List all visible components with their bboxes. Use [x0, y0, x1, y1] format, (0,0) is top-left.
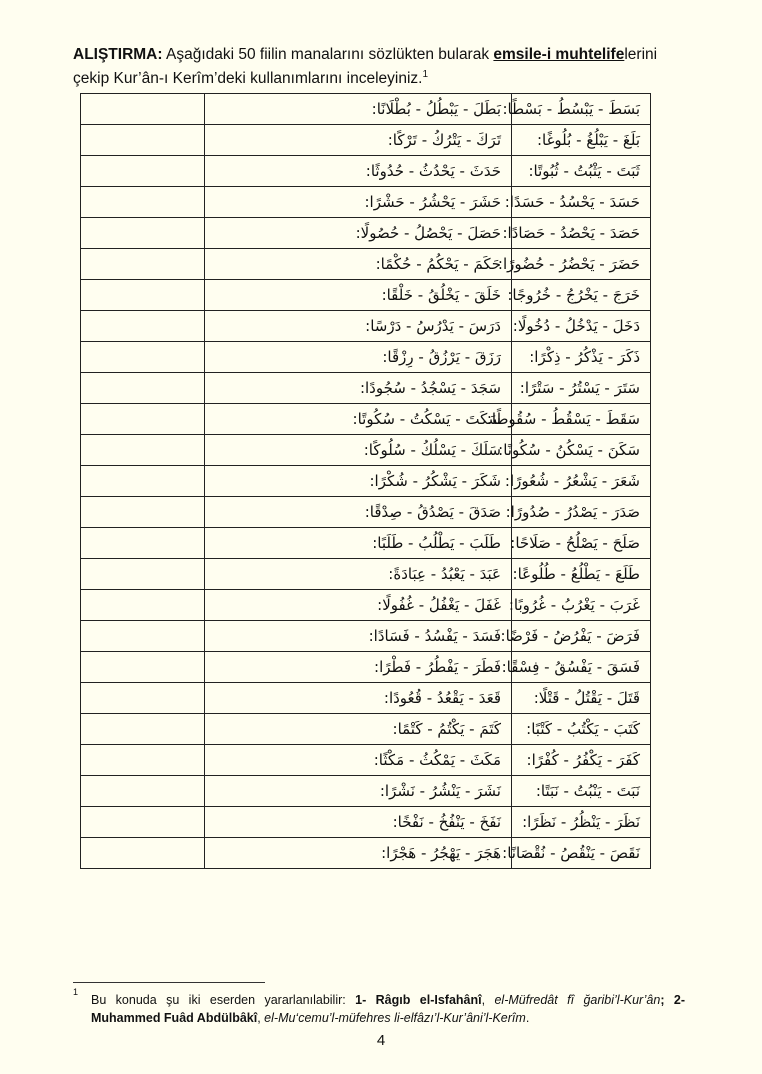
- empty-cell: [81, 497, 205, 528]
- table-row: [81, 559, 651, 590]
- ref2-author: Muhammed Fuâd Abdülbâkî: [91, 1011, 258, 1025]
- table-row: [81, 280, 651, 311]
- verb-table: [80, 93, 651, 869]
- verb-cell-middle: فَسَدَ - يَفْسُدُ - فَسَادًا:: [205, 621, 512, 652]
- table-row: [81, 311, 651, 342]
- verb-cell-right: حَسَدَ - يَحْسُدُ - حَسَدًا:: [512, 187, 651, 218]
- verb-cell-right: بَسَطَ - يَبْسُطُ - بَسْطًا:: [512, 94, 651, 125]
- verb-cell-right: نَظَرَ - يَنْظُرُ - نَظَرًا:: [512, 807, 651, 838]
- table-row: [81, 342, 651, 373]
- table-row: [81, 807, 651, 838]
- verb-cell-middle: نَفَخَ - يَنْفُخُ - نَفْخًا:: [205, 807, 512, 838]
- footnote-ref: 1: [422, 69, 429, 80]
- table-row: [81, 466, 651, 497]
- verb-cell-right: غَرَبَ - يَغْرُبُ - غُرُوبًا:: [512, 590, 651, 621]
- verb-cell-middle: رَزَقَ - يَرْزُقُ - رِزْقًا:: [205, 342, 512, 373]
- verb-cell-right: دَخَلَ - يَدْخُلُ - دُخُولًا:: [512, 311, 651, 342]
- verb-cell-middle: مَكَثَ - يَمْكُثُ - مَكْثًا:: [205, 745, 512, 776]
- table-row: [81, 683, 651, 714]
- empty-cell: [81, 745, 205, 776]
- empty-cell: [81, 807, 205, 838]
- verb-cell-right: سَتَرَ - يَسْتُرُ - سَتْرًا:: [512, 373, 651, 404]
- ref2-separator: ,: [257, 1011, 265, 1025]
- table-row: [81, 497, 651, 528]
- instruction-text-2: lerini çekip Kur’ân-ı Kerîm’deki kullanımlarını inceleyiniz.: [73, 46, 658, 88]
- table-row: [81, 745, 651, 776]
- verb-cell-right: سَكَنَ - يَسْكُنُ - سُكُونًا:: [512, 435, 651, 466]
- ref1-title: el-Müfredât fî ğaribi’l-Kur’ân: [494, 993, 661, 1007]
- verb-table-body: [81, 94, 651, 869]
- ref2-title: el-Mu‘cemu’l-müfehres li-elfâzı’l-Kur’âni’l-Kerîm: [264, 1011, 526, 1025]
- verb-cell-middle: قَعَدَ - يَقْعُدُ - قُعُودًا:: [205, 683, 512, 714]
- empty-cell: [81, 249, 205, 280]
- footnote-number: 1: [73, 987, 79, 997]
- page-number: 4: [376, 1032, 386, 1049]
- verb-cell-right: شَعَرَ - يَشْعُرُ - شُعُورًا:: [512, 466, 651, 497]
- verb-cell-right: كَتَبَ - يَكْتُبُ - كَتْبًا:: [512, 714, 651, 745]
- empty-cell: [81, 187, 205, 218]
- empty-cell: [81, 652, 205, 683]
- verb-cell-middle: فَطَرَ - يَفْطُرُ - فَطْرًا:: [205, 652, 512, 683]
- verb-cell-right: حَضَرَ - يَحْضُرُ - حُضُورًا:: [512, 249, 651, 280]
- empty-cell: [81, 125, 205, 156]
- verb-cell-middle: تَرَكَ - يَتْرُكُ - تَرْكًا:: [205, 125, 512, 156]
- empty-cell: [81, 280, 205, 311]
- empty-cell: [81, 342, 205, 373]
- exercise-heading: [73, 45, 693, 89]
- empty-cell: [81, 373, 205, 404]
- verb-cell-right: نَقَصَ - يَنْقُصُ - نُقْصَانًا:: [512, 838, 651, 869]
- footnote-end: .: [525, 1011, 530, 1025]
- verb-cell-middle: طَلَبَ - يَطْلُبُ - طَلَبًا:: [205, 528, 512, 559]
- instruction-text-1: Aşağıdaki 50 fiilin manalarını sözlükten bularak: [162, 46, 494, 63]
- verb-cell-middle: حَدَثَ - يَحْدُثُ - حُدُوثًا:: [205, 156, 512, 187]
- verb-cell-right: صَدَرَ - يَصْدُرُ - صُدُورًا:: [512, 497, 651, 528]
- verb-cell-middle: بَطَلَ - يَبْطُلُ - بُطْلَانًا:: [205, 94, 512, 125]
- empty-cell: [81, 683, 205, 714]
- table-row: [81, 838, 651, 869]
- verb-cell-right: حَصَدَ - يَحْصُدُ - حَصَادًا:: [512, 218, 651, 249]
- table-row: [81, 652, 651, 683]
- empty-cell: [81, 590, 205, 621]
- verb-cell-right: فَرَضَ - يَفْرُضُ - فَرْضًا:: [512, 621, 651, 652]
- verb-cell-right: فَسَقَ - يَفْسُقُ - فِسْقًا:: [512, 652, 651, 683]
- verb-cell-middle: شَكَرَ - يَشْكُرُ - شُكْرًا:: [205, 466, 512, 497]
- verb-cell-middle: حَشَرَ - يَحْشُرُ - حَشْرًا:: [205, 187, 512, 218]
- verb-cell-middle: صَدَقَ - يَصْدُقُ - صِدْقًا:: [205, 497, 512, 528]
- verb-cell-right: ثَبَتَ - يَثْبُتُ - ثُبُوتًا:: [512, 156, 651, 187]
- ref1-author: Râgıb el-Isfahânî: [375, 993, 482, 1007]
- emphasis-term: emsile-i muhtelife: [493, 46, 625, 63]
- verb-cell-middle: هَجَرَ - يَهْجُرُ - هَجْرًا:: [205, 838, 512, 869]
- table-row: [81, 156, 651, 187]
- verb-cell-middle: غَفَلَ - يَغْفُلُ - غُفُولًا:: [205, 590, 512, 621]
- empty-cell: [81, 838, 205, 869]
- verb-cell-middle: سَكَتَ - يَسْكُتُ - سُكُوتًا:: [205, 404, 512, 435]
- table-row: [81, 125, 651, 156]
- ref1-separator: ,: [481, 993, 495, 1007]
- empty-cell: [81, 156, 205, 187]
- footnote-intro: Bu konuda şu iki eserden yararlanılabilir:: [91, 993, 356, 1007]
- verb-cell-right: نَبَتَ - يَنْبُتُ - نَبَتًا:: [512, 776, 651, 807]
- verb-cell-middle: كَتَمَ - يَكْتُمُ - كَتْمًا:: [205, 714, 512, 745]
- verb-cell-middle: سَجَدَ - يَسْجُدُ - سُجُودًا:: [205, 373, 512, 404]
- table-row: [81, 621, 651, 652]
- table-row: [81, 218, 651, 249]
- empty-cell: [81, 311, 205, 342]
- empty-cell: [81, 218, 205, 249]
- exercise-label: ALIŞTIRMA:: [73, 46, 163, 63]
- verb-cell-middle: حَكَمَ - يَحْكُمُ - حُكْمًا:: [205, 249, 512, 280]
- empty-cell: [81, 435, 205, 466]
- verb-cell-middle: سَلَكَ - يَسْلُكُ - سُلُوكًا:: [205, 435, 512, 466]
- table-row: [81, 404, 651, 435]
- footnote-text: [91, 991, 685, 1027]
- table-row: [81, 590, 651, 621]
- ref1-number: 1-: [355, 993, 376, 1007]
- empty-cell: [81, 94, 205, 125]
- footnote-divider: [73, 982, 265, 983]
- table-row: [81, 528, 651, 559]
- empty-cell: [81, 466, 205, 497]
- table-row: [81, 94, 651, 125]
- verb-cell-middle: خَلَقَ - يَخْلُقُ - خَلْقًا:: [205, 280, 512, 311]
- verb-cell-middle: حَصَلَ - يَحْصُلُ - حُصُولًا:: [205, 218, 512, 249]
- table-row: [81, 249, 651, 280]
- empty-cell: [81, 528, 205, 559]
- table-row: [81, 187, 651, 218]
- verb-cell-right: سَقَطَ - يَسْقُطُ - سُقُوطًا:: [512, 404, 651, 435]
- verb-cell-middle: نَشَرَ - يَنْشُرُ - نَشْرًا:: [205, 776, 512, 807]
- empty-cell: [81, 714, 205, 745]
- verb-cell-right: بَلَغَ - يَبْلُغُ - بُلُوغًا:: [512, 125, 651, 156]
- verb-cell-right: ذَكَرَ - يَذْكُرُ - ذِكْرًا:: [512, 342, 651, 373]
- verb-cell-right: كَفَرَ - يَكْفُرُ - كُفْرًا:: [512, 745, 651, 776]
- table-row: [81, 714, 651, 745]
- table-row: [81, 373, 651, 404]
- verb-cell-right: خَرَجَ - يَخْرُجُ - خُرُوجًا:: [512, 280, 651, 311]
- ref2-number: ; 2-: [660, 993, 685, 1007]
- verb-cell-right: قَتَلَ - يَقْتُلُ - قَتْلًا:: [512, 683, 651, 714]
- empty-cell: [81, 404, 205, 435]
- table-row: [81, 435, 651, 466]
- verb-cell-right: صَلَحَ - يَصْلُحُ - صَلَاحًا:: [512, 528, 651, 559]
- empty-cell: [81, 559, 205, 590]
- table-row: [81, 776, 651, 807]
- verb-cell-middle: عَبَدَ - يَعْبُدُ - عِبَادَةً:: [205, 559, 512, 590]
- empty-cell: [81, 776, 205, 807]
- empty-cell: [81, 621, 205, 652]
- verb-cell-middle: دَرَسَ - يَدْرُسُ - دَرْسًا:: [205, 311, 512, 342]
- verb-cell-right: طَلَعَ - يَطْلُعُ - طُلُوعًا:: [512, 559, 651, 590]
